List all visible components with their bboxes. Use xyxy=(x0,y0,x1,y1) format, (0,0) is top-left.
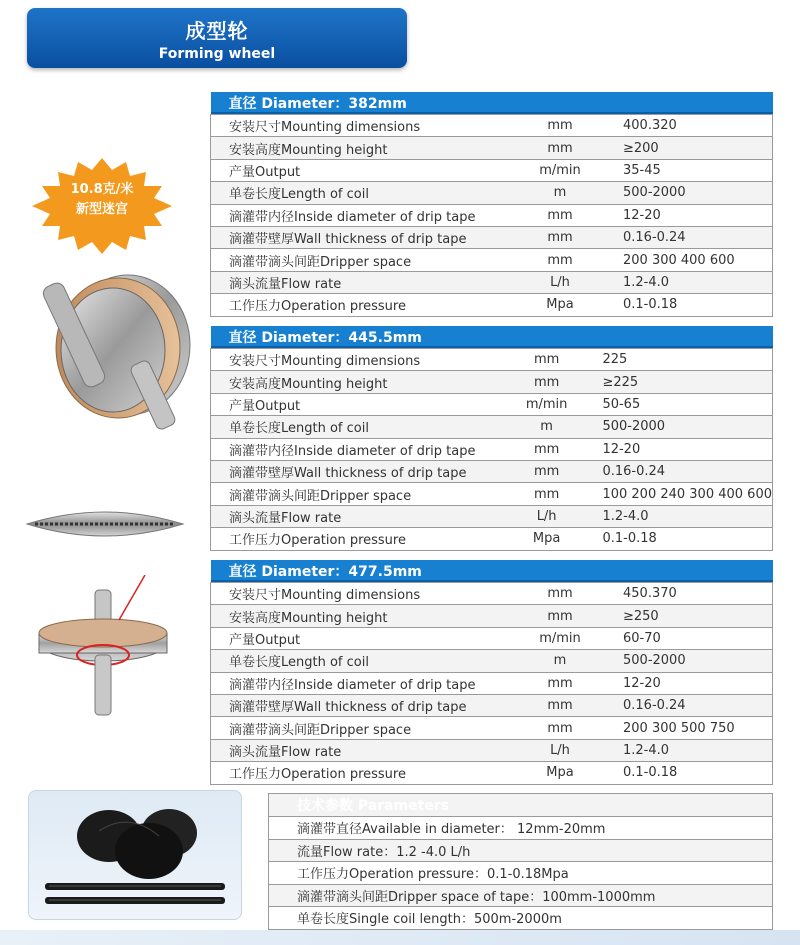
table-cell: 产量Output xyxy=(211,627,506,649)
table-cell: 滴灌带内径Inside diameter of drip tape xyxy=(211,204,506,226)
table-row xyxy=(211,393,773,415)
table-cell: 单卷长度Length of coil xyxy=(211,182,506,204)
table-row xyxy=(211,204,773,226)
table-cell: 滴灌带壁厚Wall thickness of drip tape xyxy=(211,460,499,482)
table-row xyxy=(211,137,773,159)
table-cell: L/h xyxy=(499,505,595,527)
table-cell: 滴头流量Flow rate xyxy=(211,739,506,761)
table-cell: 500-2000 xyxy=(594,416,772,438)
table-cell: m/min xyxy=(505,627,615,649)
table-cell: m xyxy=(505,182,615,204)
table-cell: mm xyxy=(505,137,615,159)
table-row xyxy=(211,271,773,293)
table-cell: 200 300 400 600 xyxy=(615,249,773,271)
table-cell: 流量Flow rate：1.2 -4.0 L/h xyxy=(269,839,773,862)
table-cell: Mpa xyxy=(499,528,595,550)
table-row xyxy=(211,694,773,716)
table-cell: 0.16-0.24 xyxy=(615,226,773,248)
table-cell: ≥225 xyxy=(594,371,772,393)
table-row xyxy=(211,739,773,761)
table-row xyxy=(211,627,773,649)
table-cell: 滴灌带滴头间距Dripper space of tape：100mm-1000mm xyxy=(269,884,773,907)
table-cell: mm xyxy=(505,605,615,627)
table-row xyxy=(211,650,773,672)
table-cell: 500-2000 xyxy=(615,182,773,204)
table-cell: 400.320 xyxy=(615,115,773,137)
table-cell: 滴灌带滴头间距Dripper space xyxy=(211,717,506,739)
table-cell: 1.2-4.0 xyxy=(615,271,773,293)
table-cell: 单卷长度Single coil length：500m-2000m xyxy=(269,907,773,930)
table-cell: mm xyxy=(499,483,595,505)
table-cell: mm xyxy=(505,204,615,226)
pointer-line xyxy=(119,575,145,620)
table-cell: 单卷长度Length of coil xyxy=(211,416,499,438)
table-cell: 500-2000 xyxy=(615,650,773,672)
table-cell: m xyxy=(505,650,615,672)
table-cell: m/min xyxy=(505,159,615,181)
table-row xyxy=(211,460,773,482)
table-cell: ≥200 xyxy=(615,137,773,159)
table-row xyxy=(211,294,773,316)
table-cell: 滴灌带滴头间距Dripper space xyxy=(211,483,499,505)
spec-table-heading: 直径 Diameter：445.5mm xyxy=(211,326,773,349)
table-row xyxy=(211,159,773,181)
table-cell: 安装高度Mounting height xyxy=(211,371,499,393)
table-cell: mm xyxy=(499,460,595,482)
table-cell: mm xyxy=(505,672,615,694)
badge-line-1: 10.8克/米 xyxy=(70,182,134,197)
footer-band xyxy=(0,930,800,945)
drip-tape-strip-image xyxy=(25,500,185,548)
spec-table-heading: 直径 Diameter：382mm xyxy=(211,92,773,115)
forming-wheel-477-image xyxy=(35,575,170,725)
table-cell: 12-20 xyxy=(594,438,772,460)
table-cell: 安装高度Mounting height xyxy=(211,605,506,627)
table-cell: 产量Output xyxy=(211,159,506,181)
parameters-heading: 技术参数 Parameters xyxy=(269,794,773,817)
table-row xyxy=(269,884,773,907)
table-cell: 60-70 xyxy=(615,627,773,649)
table-row xyxy=(211,672,773,694)
table-row xyxy=(211,371,773,393)
table-cell: 1.2-4.0 xyxy=(594,505,772,527)
table-row xyxy=(211,605,773,627)
table-row xyxy=(211,528,773,550)
table-cell: 滴灌带滴头间距Dripper space xyxy=(211,249,506,271)
drip-tape-coils-image xyxy=(28,790,242,920)
table-cell: 滴头流量Flow rate xyxy=(211,271,506,293)
table-row xyxy=(211,717,773,739)
table-row xyxy=(211,505,773,527)
table-row xyxy=(211,115,773,137)
table-cell: mm xyxy=(505,115,615,137)
table-cell: 50-65 xyxy=(594,393,772,415)
table-row xyxy=(211,583,773,605)
table-cell: mm xyxy=(499,371,595,393)
badge-line-2: 新型迷宫 xyxy=(75,202,128,217)
table-cell: 100 200 240 300 400 600 xyxy=(594,483,772,505)
table-cell: mm xyxy=(505,249,615,271)
table-row xyxy=(269,907,773,930)
table-cell: mm xyxy=(505,226,615,248)
spec-table-heading: 直径 Diameter：477.5mm xyxy=(211,560,773,583)
table-cell: 滴灌带内径Inside diameter of drip tape xyxy=(211,438,499,460)
table-row xyxy=(269,817,773,840)
table-cell: 安装尺寸Mounting dimensions xyxy=(211,349,499,371)
table-row xyxy=(211,249,773,271)
table-cell: 工作压力Operation pressure：0.1-0.18Mpa xyxy=(269,862,773,885)
table-cell: 滴头流量Flow rate xyxy=(211,505,499,527)
table-cell: Mpa xyxy=(505,762,615,784)
table-cell: 安装尺寸Mounting dimensions xyxy=(211,115,506,137)
table-row xyxy=(211,349,773,371)
table-cell: Mpa xyxy=(505,294,615,316)
table-cell: L/h xyxy=(505,271,615,293)
feature-badge xyxy=(22,158,182,254)
table-cell: 0.16-0.24 xyxy=(615,694,773,716)
table-cell: 滴灌带壁厚Wall thickness of drip tape xyxy=(211,694,506,716)
forming-wheel-382-image xyxy=(18,270,208,440)
table-cell: 200 300 500 750 xyxy=(615,717,773,739)
spec-table-382 xyxy=(210,92,773,317)
table-cell: 0.1-0.18 xyxy=(615,762,773,784)
spec-table-445 xyxy=(210,326,773,551)
table-row xyxy=(211,182,773,204)
table-cell: ≥250 xyxy=(615,605,773,627)
page-title-cn: 成型轮 xyxy=(185,19,249,43)
title-banner xyxy=(27,8,407,68)
table-cell: 滴灌带直径Available in diameter： 12mm-20mm xyxy=(269,817,773,840)
table-cell: mm xyxy=(499,349,595,371)
table-cell: 0.16-0.24 xyxy=(594,460,772,482)
table-cell: 0.1-0.18 xyxy=(615,294,773,316)
table-row xyxy=(211,483,773,505)
table-cell: 225 xyxy=(594,349,772,371)
table-cell: mm xyxy=(499,438,595,460)
table-row xyxy=(211,226,773,248)
table-cell: 安装高度Mounting height xyxy=(211,137,506,159)
table-cell: 滴灌带内径Inside diameter of drip tape xyxy=(211,672,506,694)
table-cell: 450.370 xyxy=(615,583,773,605)
table-cell: mm xyxy=(505,694,615,716)
table-cell: L/h xyxy=(505,739,615,761)
parameters-table xyxy=(268,793,773,930)
table-cell: 安装尺寸Mounting dimensions xyxy=(211,583,506,605)
table-cell: 0.1-0.18 xyxy=(594,528,772,550)
table-cell: 单卷长度Length of coil xyxy=(211,650,506,672)
table-cell: 工作压力Operation pressure xyxy=(211,528,499,550)
table-cell: 产量Output xyxy=(211,393,499,415)
table-row xyxy=(269,862,773,885)
table-row xyxy=(211,416,773,438)
table-row xyxy=(269,839,773,862)
table-row xyxy=(211,438,773,460)
spec-table-477 xyxy=(210,560,773,785)
table-cell: mm xyxy=(505,583,615,605)
table-cell: 1.2-4.0 xyxy=(615,739,773,761)
page-title-en: Forming wheel xyxy=(158,46,276,62)
table-cell: 工作压力Operation pressure xyxy=(211,762,506,784)
table-cell: 12-20 xyxy=(615,204,773,226)
table-row xyxy=(211,762,773,784)
table-cell: m xyxy=(499,416,595,438)
table-cell: mm xyxy=(505,717,615,739)
table-cell: m/min xyxy=(499,393,595,415)
table-cell: 35-45 xyxy=(615,159,773,181)
table-cell: 工作压力Operation pressure xyxy=(211,294,506,316)
table-cell: 12-20 xyxy=(615,672,773,694)
table-cell: 滴灌带壁厚Wall thickness of drip tape xyxy=(211,226,506,248)
